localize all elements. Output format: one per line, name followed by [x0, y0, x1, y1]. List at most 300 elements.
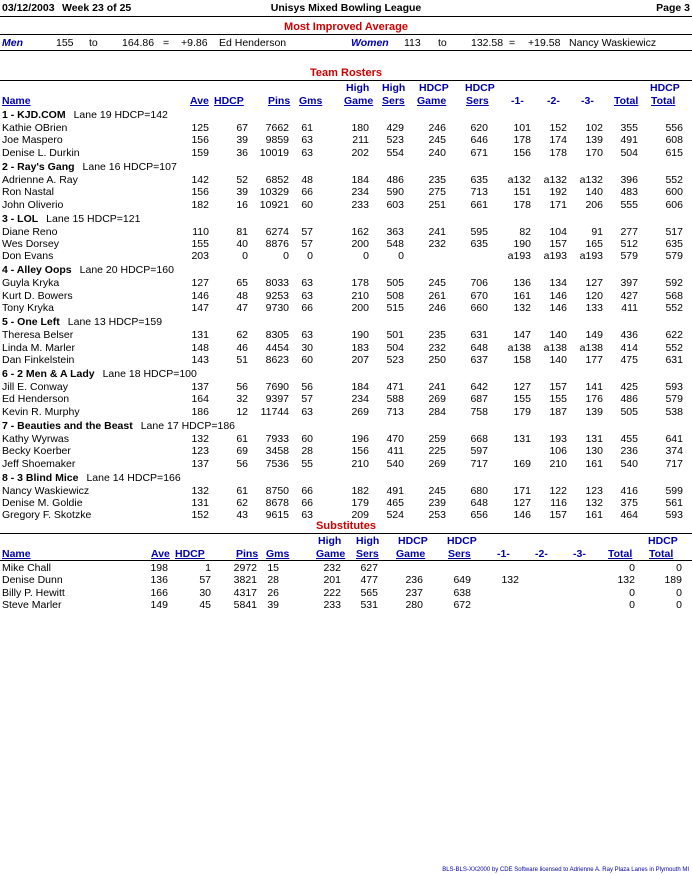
cell-high-game: 202	[351, 146, 369, 159]
cell-total: 425	[620, 381, 638, 393]
cell-high-game: 178	[351, 277, 369, 290]
men-to-word: to	[89, 37, 98, 49]
cell-total: 277	[620, 225, 638, 238]
cell-hdcp-total: 552	[665, 341, 683, 354]
col-game-3: -3-	[581, 95, 594, 107]
cell-game-1: a193	[507, 250, 531, 263]
cell-game-2: 155	[549, 393, 567, 406]
table-row	[0, 147, 692, 159]
cell-high-game: 184	[351, 173, 369, 186]
cell-player-name: Jill E. Conway	[2, 381, 68, 393]
cell-game-3: 161	[585, 509, 603, 522]
cell-total: 579	[620, 250, 638, 263]
cell-pins: 3821	[233, 574, 257, 587]
table-row	[0, 174, 692, 186]
cell-game-3: 102	[585, 122, 603, 134]
cell-hdcp-sers: 648	[470, 497, 488, 509]
team-lane-info: Lane 18 HDCP=100	[102, 368, 197, 380]
cell-game-3: 130	[585, 445, 603, 458]
cell-total: 455	[620, 432, 638, 445]
cell-hdcp-game: 246	[428, 122, 446, 134]
cell-game-2: 192	[549, 186, 567, 199]
cell-hdcp: 12	[236, 405, 248, 418]
cell-hdcp-sers: 661	[470, 198, 488, 211]
sub-col-high-game: Game	[316, 548, 346, 560]
cell-hdcp-total: 552	[665, 173, 683, 186]
col-high-sers-top: High	[382, 82, 406, 94]
cell-total: 512	[620, 238, 638, 250]
cell-game-1: 127	[513, 381, 531, 393]
cell-hdcp-total: 552	[665, 302, 683, 315]
cell-player-name: Denise L. Durkin	[2, 146, 80, 159]
cell-game-3: 176	[585, 393, 603, 406]
cell-game-1: 155	[513, 393, 531, 406]
col-game-1: -1-	[511, 95, 524, 107]
cell-hdcp-total: 579	[665, 250, 683, 263]
cell-hdcp-total: 593	[665, 381, 683, 393]
cell-hdcp: 40	[236, 238, 248, 250]
cell-high-game: 211	[352, 134, 369, 147]
cell-high-game: 233	[323, 598, 341, 611]
cell-total: 504	[620, 146, 638, 159]
cell-hdcp: 67	[236, 122, 248, 134]
sub-col-hdcp-game-top: HDCP	[398, 535, 428, 547]
cell-total: 0	[629, 562, 635, 574]
cell-gms: 28	[267, 574, 279, 587]
cell-ave: 147	[191, 302, 209, 315]
cell-high-game: 180	[351, 122, 369, 134]
sub-col-hdcp-total-top: HDCP	[648, 535, 678, 547]
team-header	[2, 472, 181, 485]
cell-hdcp-sers: 635	[470, 238, 488, 250]
cell-hdcp-total: 600	[665, 186, 683, 199]
cell-high-sers: 504	[386, 341, 404, 354]
cell-high-sers: 603	[386, 198, 404, 211]
sub-col-game-1: -1-	[497, 548, 510, 560]
cell-game-2: 140	[549, 354, 567, 366]
team-header	[2, 109, 168, 122]
cell-ave: 131	[191, 497, 209, 509]
cell-ave: 156	[191, 134, 209, 147]
cell-high-sers: 523	[386, 134, 404, 147]
cell-game-1: 82	[519, 225, 531, 238]
cell-hdcp-total: 556	[665, 122, 683, 134]
cell-hdcp-sers: 635	[470, 173, 488, 186]
cell-game-2: 187	[549, 405, 567, 418]
cell-pins: 8678	[265, 497, 289, 509]
cell-game-2: 106	[549, 445, 567, 458]
cell-total: 0	[629, 598, 635, 611]
cell-high-sers: 491	[386, 484, 404, 497]
cell-hdcp-total: 606	[665, 198, 683, 211]
sub-col-game-2: -2-	[535, 548, 548, 560]
cell-player-name: Steve Marler	[2, 598, 62, 611]
cell-high-sers: 627	[360, 562, 378, 574]
cell-hdcp-game: 241	[428, 225, 446, 238]
cell-hdcp: 48	[236, 289, 248, 302]
cell-high-sers: 524	[386, 509, 404, 522]
cell-pins: 4454	[265, 341, 289, 354]
table-row	[0, 277, 692, 289]
cell-game-1: 146	[513, 509, 531, 522]
cell-high-game: 200	[351, 238, 369, 250]
cell-total: 555	[620, 198, 638, 211]
cell-game-2: 146	[549, 302, 567, 315]
sub-col-total: Total	[608, 548, 633, 560]
cell-player-name: Theresa Belser	[2, 329, 74, 342]
header-divider	[0, 16, 692, 17]
table-row	[0, 238, 692, 250]
cell-game-1: 132	[513, 302, 531, 315]
cell-hdcp-game: 235	[428, 329, 446, 342]
cell-game-2: 116	[550, 497, 567, 509]
cell-total: 540	[620, 457, 638, 470]
most-improved-title: Most Improved Average	[284, 21, 408, 33]
cell-gms: 28	[301, 445, 313, 458]
cell-ave: 166	[150, 586, 168, 599]
cell-hdcp-total: 538	[665, 405, 683, 418]
cell-player-name: Tony Kryka	[2, 302, 54, 315]
cell-game-1: 178	[513, 198, 531, 211]
cell-gms: 63	[301, 289, 313, 302]
cell-gms: 15	[267, 562, 279, 574]
cell-total: 475	[620, 354, 638, 366]
cell-hdcp: 0	[242, 250, 248, 263]
cell-player-name: Adrienne A. Ray	[2, 173, 78, 186]
men-name: Ed Henderson	[219, 37, 287, 49]
cell-player-name: Ed Henderson	[2, 393, 70, 406]
cell-ave: 127	[191, 277, 209, 290]
table-row	[0, 134, 692, 146]
cell-high-sers: 565	[360, 586, 378, 599]
cell-gms: 0	[307, 250, 313, 263]
cell-gms: 30	[301, 341, 313, 354]
cell-gms: 60	[301, 354, 313, 366]
cell-high-game: 210	[351, 289, 369, 302]
cell-hdcp-sers: 595	[470, 225, 488, 238]
col-hdcp-sers: Sers	[466, 95, 489, 107]
cell-hdcp-total: 622	[665, 329, 683, 342]
cell-hdcp-game: 280	[405, 598, 423, 611]
cell-hdcp-total: 0	[676, 586, 682, 599]
cell-game-2: 157	[549, 509, 567, 522]
cell-game-2: a193	[543, 250, 567, 263]
cell-ave: 182	[191, 198, 209, 211]
cell-game-2: a138	[543, 341, 567, 354]
cell-high-game: 232	[323, 562, 341, 574]
cell-player-name: Don Evans	[2, 250, 54, 263]
col-high-game: Game	[344, 95, 374, 107]
cell-hdcp: 39	[236, 186, 248, 199]
cell-pins: 10019	[259, 146, 289, 159]
cell-total: 414	[620, 341, 638, 354]
cell-player-name: Ron Nastal	[2, 186, 54, 199]
cell-gms: 66	[301, 484, 313, 497]
cell-hdcp: 45	[199, 598, 211, 611]
cell-gms: 26	[267, 586, 279, 599]
cell-high-sers: 470	[386, 432, 404, 445]
sub-col-hdcp-sers: Sers	[448, 548, 471, 560]
cell-game-3: 149	[585, 329, 603, 342]
cell-total: 0	[629, 586, 635, 599]
cell-hdcp-sers: 642	[470, 381, 488, 393]
cell-game-1: a138	[507, 341, 531, 354]
cell-pins: 9859	[265, 134, 289, 147]
cell-high-game: 156	[351, 445, 369, 458]
men-label: Men	[2, 37, 23, 49]
cell-pins: 9253	[265, 289, 289, 302]
sub-col-high-sers: Sers	[356, 548, 379, 560]
cell-ave: 137	[191, 457, 209, 470]
cell-hdcp-sers: 660	[470, 302, 488, 315]
cell-hdcp-sers: 620	[470, 122, 488, 134]
cell-game-1: 158	[513, 354, 531, 366]
cell-hdcp: 46	[236, 341, 248, 354]
cell-high-game: 179	[351, 497, 369, 509]
cell-gms: 63	[301, 277, 313, 290]
cell-total: 236	[620, 445, 638, 458]
cell-pins: 7690	[265, 381, 289, 393]
col-gms: Gms	[299, 95, 323, 107]
cell-game-3: 91	[591, 225, 603, 238]
cell-gms: 56	[301, 381, 313, 393]
cell-game-1: 178	[513, 134, 531, 147]
cell-gms: 55	[301, 457, 313, 470]
women-to-word: to	[438, 37, 447, 49]
sub-col-ave: Ave	[151, 548, 170, 560]
sub-col-hdcp: HDCP	[175, 548, 205, 560]
substitutes-divider	[0, 533, 692, 534]
sub-col-name: Name	[2, 548, 31, 560]
cell-ave: 132	[191, 432, 209, 445]
cell-game-3: a132	[579, 173, 603, 186]
cell-hdcp-total: 189	[664, 574, 682, 587]
table-row	[0, 354, 692, 366]
cell-high-sers: 501	[386, 329, 404, 342]
cell-hdcp: 81	[236, 225, 248, 238]
cell-total: 483	[620, 186, 638, 199]
cell-hdcp: 65	[236, 277, 248, 290]
cell-game-1: 171	[513, 484, 531, 497]
cell-hdcp-game: 269	[428, 457, 446, 470]
cell-game-1: 101	[513, 122, 531, 134]
sub-col-hdcp-total: Total	[649, 548, 674, 560]
team-name: 7 - Beauties and the Beast	[2, 419, 133, 432]
cell-game-2: 140	[549, 329, 567, 342]
team-header	[2, 264, 174, 277]
cell-player-name: Wes Dorsey	[2, 238, 59, 250]
cell-pins: 0	[283, 250, 289, 263]
women-eq: =	[509, 37, 516, 49]
table-row	[0, 433, 692, 445]
cell-hdcp-game: 240	[428, 146, 446, 159]
cell-pins: 7662	[265, 122, 289, 134]
cell-high-sers: 515	[386, 302, 404, 315]
cell-hdcp-sers: 717	[470, 457, 488, 470]
cell-player-name: Kathie OBrien	[2, 122, 68, 134]
col-hdcp-total-top: HDCP	[650, 82, 680, 94]
cell-hdcp: 32	[236, 393, 248, 406]
cell-hdcp-total: 635	[665, 238, 683, 250]
cell-high-sers: 590	[386, 186, 404, 199]
cell-gms: 63	[301, 146, 313, 159]
cell-high-sers: 588	[386, 393, 404, 406]
cell-hdcp-game: 275	[428, 186, 446, 199]
cell-hdcp-sers: 637	[470, 354, 488, 366]
cell-ave: 125	[191, 122, 209, 134]
cell-ave: 132	[191, 484, 209, 497]
table-row	[0, 342, 692, 354]
col-game-2: -2-	[547, 95, 560, 107]
cell-hdcp-sers: 687	[470, 393, 488, 406]
cell-ave: 142	[191, 173, 209, 186]
cell-game-1: 127	[513, 497, 531, 509]
cell-hdcp-total: 568	[665, 289, 683, 302]
cell-ave: 198	[150, 562, 168, 574]
team-name: 5 - One Left	[2, 316, 60, 329]
cell-player-name: Joe Maspero	[2, 134, 63, 147]
cell-total: 132	[617, 574, 635, 587]
cell-pins: 5841	[233, 598, 257, 611]
cell-game-2: 122	[549, 484, 567, 497]
cell-hdcp-sers: 680	[470, 484, 488, 497]
cell-hdcp-game: 246	[428, 302, 446, 315]
cell-game-1: 132	[501, 574, 519, 587]
cell-hdcp: 51	[236, 354, 248, 366]
cell-player-name: Linda M. Marler	[2, 341, 75, 354]
cell-hdcp-game: 284	[428, 405, 446, 418]
cell-high-sers: 0	[398, 250, 404, 263]
table-row	[0, 497, 692, 509]
cell-hdcp-game: 250	[428, 354, 446, 366]
team-lane-info: Lane 19 HDCP=142	[73, 109, 168, 121]
sub-col-hdcp-sers-top: HDCP	[447, 535, 477, 547]
cell-game-1: 161	[513, 289, 531, 302]
team-lane-info: Lane 16 HDCP=107	[82, 160, 177, 173]
cell-hdcp-game: 235	[428, 173, 446, 186]
table-row	[0, 599, 692, 611]
cell-game-3: 139	[585, 405, 603, 418]
cell-player-name: Kurt D. Bowers	[2, 289, 73, 302]
cell-hdcp-total: 641	[665, 432, 683, 445]
cell-hdcp-game: 261	[428, 289, 446, 302]
cell-high-sers: 531	[360, 598, 378, 611]
cell-player-name: Dan Finkelstein	[2, 354, 75, 366]
cell-high-sers: 477	[360, 574, 378, 587]
table-row	[0, 393, 692, 405]
table-row	[0, 445, 692, 457]
cell-ave: 136	[150, 574, 168, 587]
cell-game-1: 147	[513, 329, 531, 342]
cell-hdcp-game: 236	[405, 574, 423, 587]
col-hdcp-total: Total	[651, 95, 676, 107]
cell-hdcp-total: 517	[665, 225, 683, 238]
cell-pins: 9397	[265, 393, 289, 406]
cell-game-3: 127	[585, 277, 603, 290]
cell-hdcp-total: 561	[665, 497, 683, 509]
cell-hdcp: 56	[236, 381, 248, 393]
cell-hdcp-total: 631	[665, 354, 683, 366]
cell-pins: 6274	[265, 225, 289, 238]
women-label: Women	[351, 37, 389, 49]
cell-hdcp: 47	[236, 302, 248, 315]
cell-high-game: 222	[323, 586, 341, 599]
cell-high-sers: 523	[386, 354, 404, 366]
table-row	[0, 485, 692, 497]
cell-hdcp-game: 232	[428, 238, 446, 250]
sub-col-high-sers-top: High	[356, 535, 380, 547]
cell-hdcp-total: 0	[676, 562, 682, 574]
table-row	[0, 329, 692, 341]
cell-hdcp-sers: 672	[453, 598, 471, 611]
cell-game-3: 120	[585, 289, 603, 302]
team-name: 6 - 2 Men & A Lady	[2, 368, 95, 380]
team-name: 2 - Ray's Gang	[2, 160, 75, 173]
cell-total: 464	[620, 509, 638, 522]
cell-gms: 60	[301, 198, 313, 211]
cell-total: 491	[620, 134, 638, 147]
cell-game-1: 190	[513, 238, 531, 250]
cell-gms: 60	[301, 432, 313, 445]
cell-hdcp-game: 239	[428, 497, 446, 509]
cell-total: 355	[620, 122, 638, 134]
cell-gms: 39	[267, 598, 279, 611]
cell-hdcp-sers: 668	[470, 432, 488, 445]
software-footer: BLS-BLS-XX2000 by CDE Software licensed to Adrienne A. Ray Plaza Lanes in Plymouth MI	[442, 867, 689, 873]
cell-high-sers: 429	[386, 122, 404, 134]
cell-total: 411	[621, 302, 638, 315]
table-row	[0, 186, 692, 198]
cell-hdcp-total: 579	[665, 393, 683, 406]
cell-total: 375	[620, 497, 638, 509]
cell-ave: 146	[191, 289, 209, 302]
cell-hdcp-sers: 638	[453, 586, 471, 599]
sub-col-gms: Gms	[266, 548, 290, 560]
cell-hdcp-game: 245	[428, 134, 446, 147]
cell-hdcp-total: 593	[665, 509, 683, 522]
league-name: Unisys Mixed Bowling League	[270, 2, 422, 14]
cell-game-3: 123	[585, 484, 603, 497]
week-label: Week 23 of 25	[62, 2, 132, 14]
cell-game-1: a132	[507, 173, 531, 186]
cell-hdcp-total: 608	[665, 134, 683, 147]
team-header	[2, 161, 177, 174]
cell-hdcp-sers: 597	[470, 445, 488, 458]
men-gain: +9.86	[181, 37, 208, 49]
cell-gms: 63	[301, 134, 313, 147]
col-hdcp-sers-top: HDCP	[465, 82, 495, 94]
men-eq: =	[163, 37, 170, 49]
cell-gms: 63	[301, 509, 313, 522]
cell-hdcp-total: 599	[665, 484, 683, 497]
cell-hdcp-game: 269	[428, 393, 446, 406]
cell-player-name: Nancy Waskiewicz	[2, 484, 90, 497]
cell-game-2: 174	[549, 134, 567, 147]
cell-hdcp-total: 374	[665, 445, 683, 458]
most-improved-bottom-divider	[0, 50, 692, 51]
cell-hdcp: 39	[236, 134, 248, 147]
team-name: 8 - 3 Blind Mice	[2, 471, 79, 484]
cell-high-sers: 548	[386, 238, 404, 250]
cell-total: 486	[620, 393, 638, 406]
cell-gms: 61	[301, 122, 313, 134]
table-row	[0, 122, 692, 134]
team-lane-info: Lane 15 HDCP=121	[46, 212, 141, 225]
cell-high-game: 234	[351, 186, 369, 199]
table-row	[0, 562, 692, 574]
women-gain: +19.58	[528, 37, 561, 49]
cell-hdcp-sers: 670	[470, 289, 488, 302]
